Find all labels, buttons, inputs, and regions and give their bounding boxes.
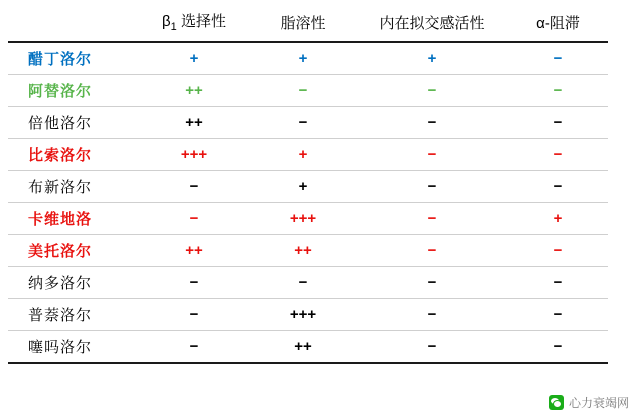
drug-name: 纳多洛尔: [8, 267, 138, 299]
cell-isa: −: [356, 299, 508, 331]
cell-isa: −: [356, 235, 508, 267]
drug-name: 醋丁洛尔: [8, 42, 138, 75]
cell-lipid: −: [250, 267, 356, 299]
cell-lipid: +: [250, 171, 356, 203]
cell-beta1: −: [138, 299, 250, 331]
cell-alpha: −: [508, 331, 608, 364]
table-row: [8, 107, 608, 139]
cell-alpha: −: [508, 75, 608, 107]
table-row: [8, 171, 608, 203]
cell-lipid: −: [250, 107, 356, 139]
cell-alpha: +: [508, 203, 608, 235]
cell-beta1: −: [138, 331, 250, 364]
table-row: [8, 267, 608, 299]
beta-blocker-properties-table: [8, 6, 608, 364]
cell-lipid: ++: [250, 331, 356, 364]
column-header-lipid-solubility: 脂溶性: [250, 6, 356, 42]
wechat-icon: [549, 395, 564, 410]
cell-isa: −: [356, 267, 508, 299]
column-header-drug-name: [8, 6, 138, 42]
cell-alpha: −: [508, 42, 608, 75]
drug-name: 比索洛尔: [8, 139, 138, 171]
cell-lipid: +: [250, 42, 356, 75]
cell-beta1: ++: [138, 107, 250, 139]
table-row: [8, 203, 608, 235]
table-body: [8, 42, 608, 363]
cell-beta1: ++: [138, 235, 250, 267]
cell-alpha: −: [508, 235, 608, 267]
cell-lipid: −: [250, 75, 356, 107]
cell-isa: −: [356, 331, 508, 364]
table-header: [8, 6, 608, 42]
table-row: [8, 139, 608, 171]
cell-beta1: −: [138, 203, 250, 235]
drug-name: 噻吗洛尔: [8, 331, 138, 364]
drug-name: 阿替洛尔: [8, 75, 138, 107]
cell-lipid: +: [250, 139, 356, 171]
column-header-beta1-selectivity: [138, 6, 250, 42]
cell-beta1: +++: [138, 139, 250, 171]
cell-alpha: −: [508, 171, 608, 203]
cell-isa: −: [356, 75, 508, 107]
cell-lipid: ++: [250, 235, 356, 267]
cell-beta1: ++: [138, 75, 250, 107]
drug-name: 普萘洛尔: [8, 299, 138, 331]
table-header-row: [8, 6, 608, 42]
drug-name: 布新洛尔: [8, 171, 138, 203]
cell-beta1: −: [138, 267, 250, 299]
column-header-isa: 内在拟交感活性: [356, 6, 508, 42]
cell-lipid: +++: [250, 299, 356, 331]
watermark-text: 心力衰竭网: [568, 396, 629, 410]
cell-alpha: −: [508, 299, 608, 331]
cell-alpha: −: [508, 267, 608, 299]
table-row: [8, 299, 608, 331]
cell-isa: −: [356, 107, 508, 139]
cell-beta1: −: [138, 171, 250, 203]
beta-symbol: β: [162, 13, 171, 30]
drug-name: 倍他洛尔: [8, 107, 138, 139]
table-row: [8, 331, 608, 364]
cell-lipid: +++: [250, 203, 356, 235]
beta1-label-rest: 选择性: [176, 13, 226, 30]
drug-name: 卡维地洛: [8, 203, 138, 235]
cell-alpha: −: [508, 139, 608, 171]
table-row: [8, 42, 608, 75]
watermark: [549, 394, 629, 411]
table-row: [8, 235, 608, 267]
cell-isa: −: [356, 171, 508, 203]
drug-name: 美托洛尔: [8, 235, 138, 267]
cell-isa: −: [356, 203, 508, 235]
cell-beta1: +: [138, 42, 250, 75]
column-header-alpha-blockade: α-阻滞: [508, 6, 608, 42]
beta-subscript: 1: [170, 21, 177, 33]
cell-isa: −: [356, 139, 508, 171]
cell-alpha: −: [508, 107, 608, 139]
table-row: [8, 75, 608, 107]
cell-isa: +: [356, 42, 508, 75]
